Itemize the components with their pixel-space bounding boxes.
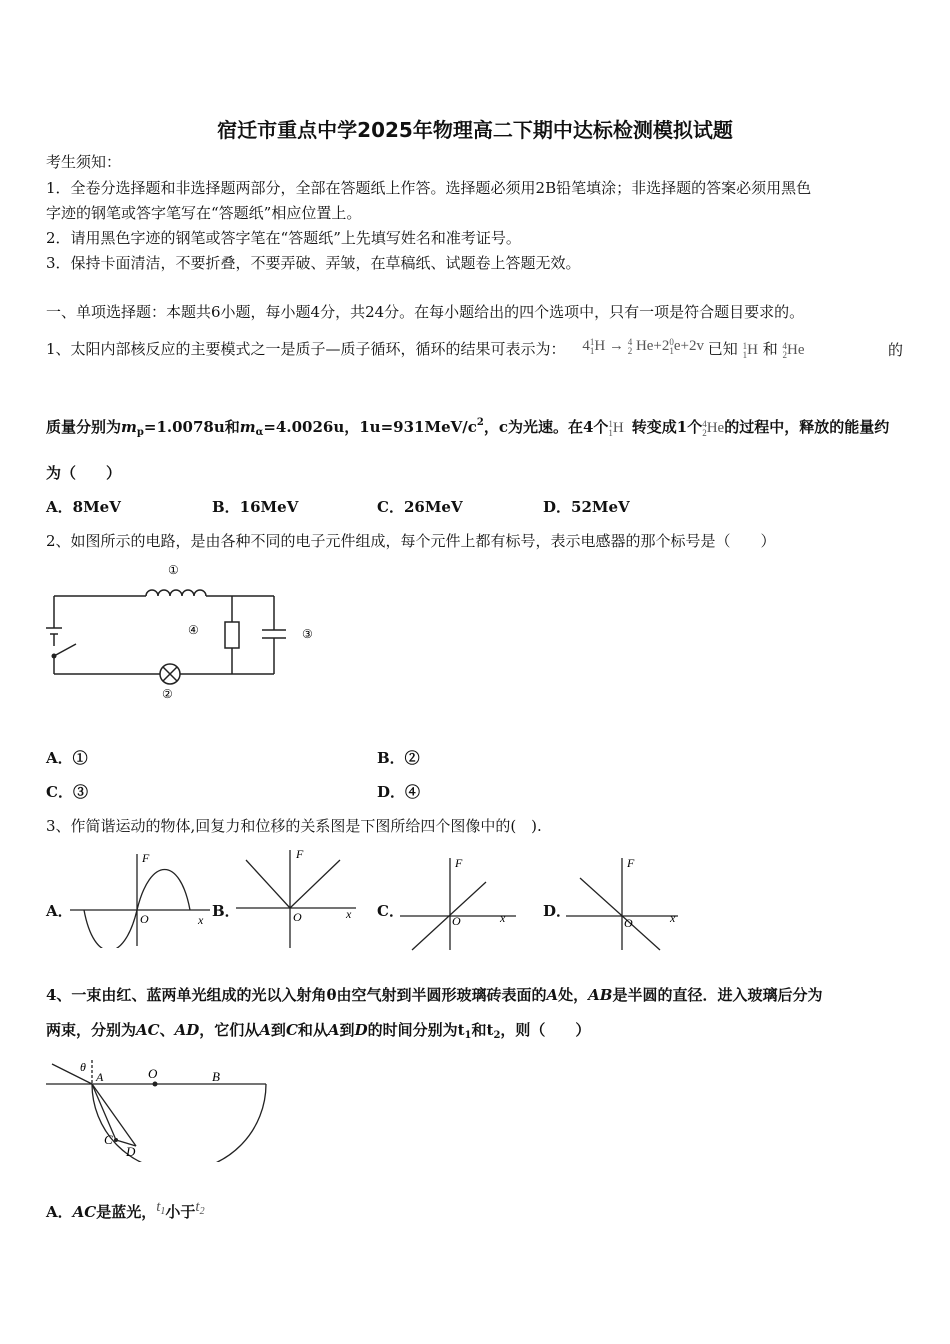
- resistor-symbol: [225, 622, 239, 648]
- inductor-coil: [146, 590, 206, 596]
- graph-d-negative-line: [566, 852, 686, 952]
- q4-line2: 两束，分别为AC、AD，它们从A到C和从A到D的时间分别为$t_1$和$t_2$，则（ ）: [46, 1021, 591, 1041]
- svg-text:C: C: [104, 1132, 113, 1147]
- svg-text:F: F: [142, 851, 150, 865]
- svg-text:F: F: [627, 856, 635, 870]
- svg-text:x: x: [670, 911, 676, 925]
- q1-and: 和: [762, 340, 778, 358]
- incident-ray: [52, 1064, 92, 1084]
- switch-blade: [54, 644, 76, 656]
- q1-option-b[interactable]: B．16MeV: [212, 498, 299, 516]
- q2-option-d[interactable]: D．④: [377, 783, 421, 801]
- semicircle-arc: [92, 1084, 266, 1162]
- svg-text:F: F: [455, 856, 463, 870]
- q1-option-c[interactable]: C．26MeV: [377, 498, 463, 516]
- graph-a-sine: [70, 848, 212, 948]
- svg-text:F: F: [296, 847, 304, 861]
- graph-b-v-shape: [236, 846, 360, 950]
- q4-line1: 4、一束由红、蓝两单光组成的光以入射角θ由空气射到半圆形玻璃砖表面的A处，AB是半圆的直径．进入玻璃后分为: [46, 986, 823, 1004]
- q3-text: 3、作简谐运动的物体,回复力和位移的关系图是下图所给四个图像中的( ).: [46, 817, 542, 835]
- q1-line2: 质量分别为$m_p=1.0078u$和$m_\alpha=4.0026u$，$1u=931MeV/c^2$，c为光速。在4个1 1H 转变成1个4 2He的过程中，释放的能量约: [46, 417, 890, 438]
- svg-text:x: x: [346, 907, 352, 921]
- svg-text:x: x: [198, 913, 204, 927]
- q2-option-a[interactable]: A．①: [46, 749, 88, 767]
- svg-text:O: O: [148, 1066, 158, 1081]
- notice-heading: 考生须知：: [46, 153, 122, 171]
- q3-option-d[interactable]: D．: [543, 902, 572, 920]
- semicircle-glass-diagram: [44, 1054, 274, 1162]
- notice-item-3: 3．保持卡面清洁，不要折叠，不要弄破、弄皱，在草稿纸、试题卷上答题无效。: [46, 254, 581, 272]
- q1-option-a[interactable]: A．8MeV: [46, 498, 121, 516]
- circuit-label-3: ③: [302, 627, 313, 641]
- nuclear-equation: 41 1H → 4 2 He+20 1e+2v: [582, 336, 705, 356]
- q2-text: 2、如图所示的电路，是由各种不同的电子元件组成，每个元件上都有标号，表示电感器的那个标号是（ ）: [46, 532, 776, 550]
- q1-option-d[interactable]: D．52MeV: [543, 498, 630, 516]
- q2-option-c[interactable]: C．③: [46, 783, 88, 801]
- svg-text:O: O: [452, 914, 461, 928]
- circuit-diagram: [40, 558, 330, 704]
- q1-known: 已知: [707, 340, 738, 358]
- proton-symbol: 1 1H: [742, 340, 758, 360]
- helium-symbol: 4 2He: [782, 340, 805, 360]
- svg-text:O: O: [293, 910, 302, 924]
- circuit-label-2: ②: [162, 687, 173, 701]
- q1-line1: [46, 336, 805, 360]
- section-heading: 一、单项选择题：本题共6小题，每小题4分，共24分。在每小题给出的四个选项中，只有一项是符合题目要求的。: [46, 303, 805, 321]
- q1-of: 的: [888, 341, 904, 359]
- q4-option-a[interactable]: A．AC是蓝光，$t_1$小于$t_2$: [46, 1199, 205, 1221]
- svg-text:O: O: [140, 912, 149, 926]
- q3-option-b[interactable]: B．: [212, 902, 240, 920]
- notice-item-2: 2．请用黑色字迹的钢笔或答字笔在“答题纸”上先填写姓名和准考证号。: [46, 229, 521, 247]
- q3-option-a[interactable]: A．: [46, 902, 73, 920]
- svg-text:D: D: [126, 1144, 136, 1159]
- svg-text:A: A: [96, 1070, 104, 1084]
- q3-option-c[interactable]: C．: [377, 902, 404, 920]
- svg-text:O: O: [624, 916, 633, 930]
- circuit-label-1: ①: [168, 563, 179, 577]
- notice-item-1-cont: 字迹的钢笔或答字笔写在“答题纸”相应位置上。: [46, 204, 362, 222]
- q2-option-b[interactable]: B．②: [377, 749, 420, 767]
- q1-text: 1、太阳内部核反应的主要模式之一是质子—质子循环，循环的结果可表示为：: [46, 340, 566, 358]
- q1-wei: 为（ ）: [46, 464, 122, 482]
- svg-text:θ: θ: [80, 1060, 86, 1074]
- graph-c-positive-line: [400, 852, 518, 952]
- notice-item-1: 1．全卷分选择题和非选择题两部分，全部在答题纸上作答。选择题必须用2B铅笔填涂；非选择题的答案必须用黑色: [46, 179, 812, 197]
- page-title: 宿迁市重点中学2025年物理高二下期中达标检测模拟试题: [217, 118, 733, 142]
- svg-text:x: x: [500, 911, 506, 925]
- circuit-label-4: ④: [188, 623, 199, 637]
- svg-text:B: B: [212, 1069, 220, 1084]
